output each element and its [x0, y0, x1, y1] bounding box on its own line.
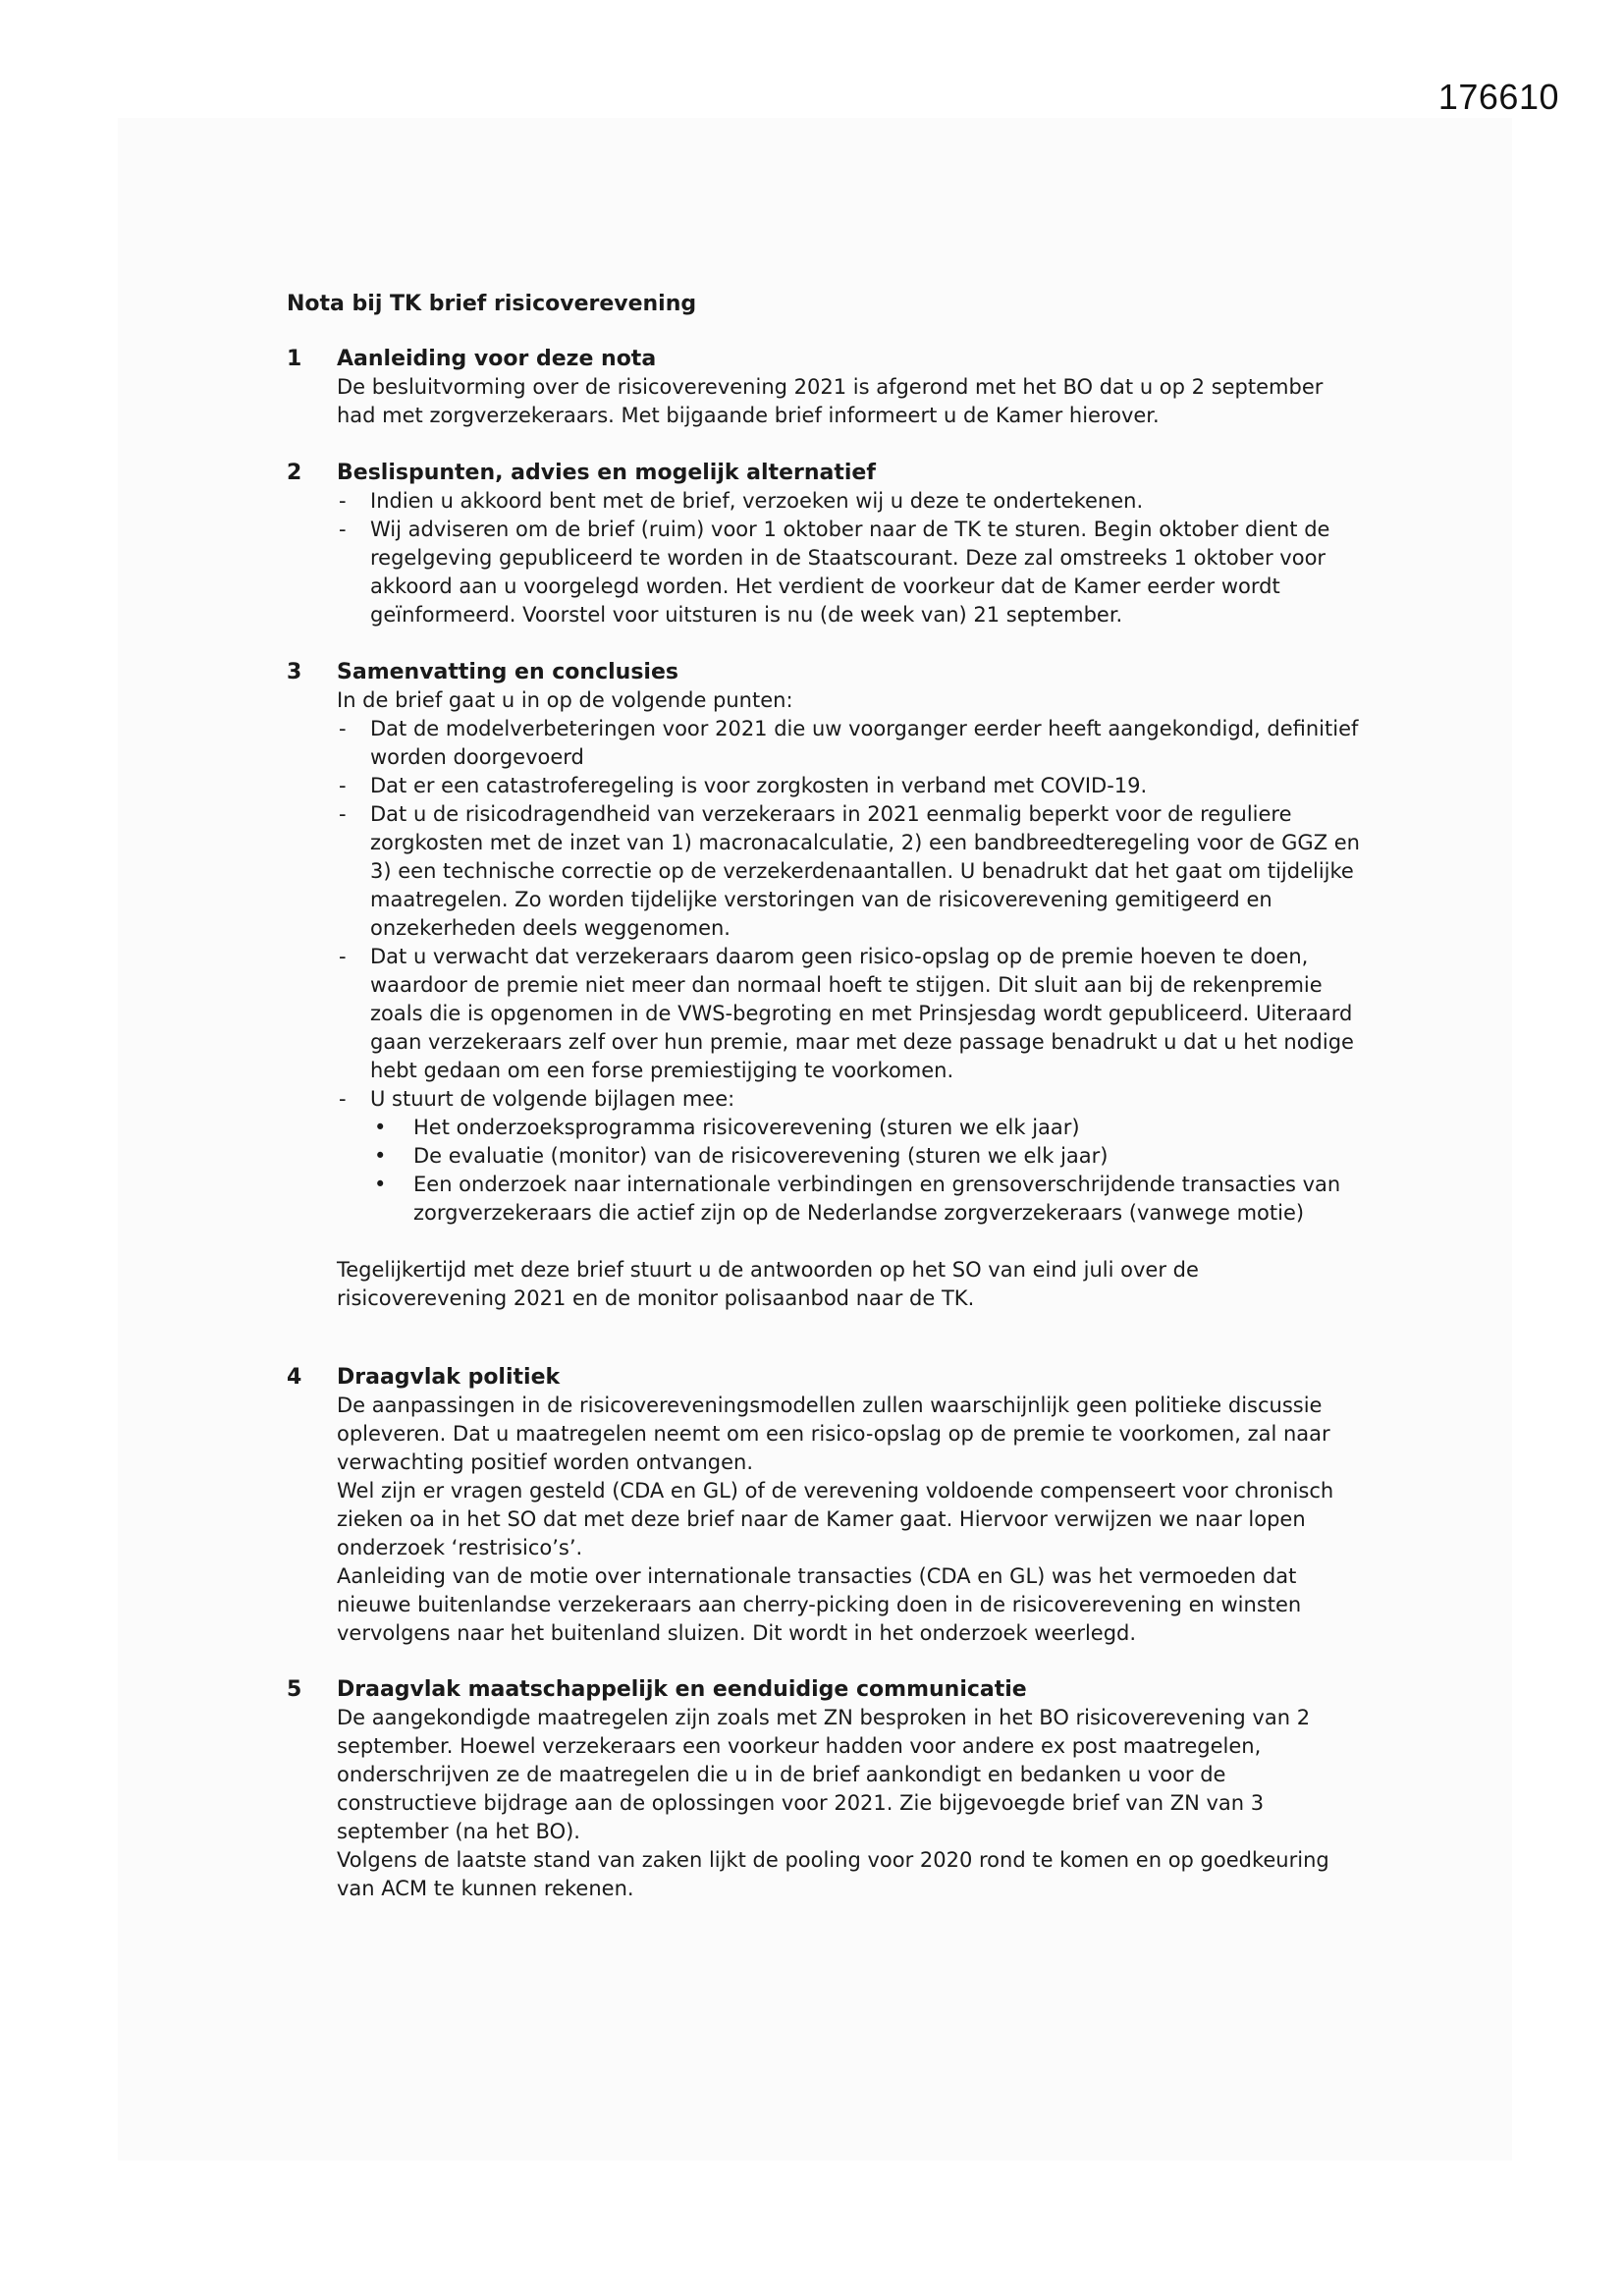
section-number: 3	[287, 660, 302, 684]
list-item: - Dat er een catastroferegeling is voor zorgkosten in verband met COVID-19.	[337, 772, 1367, 800]
document-number: 176610	[1437, 77, 1559, 117]
section-number: 4	[287, 1365, 302, 1390]
section-closing: Tegelijkertijd met deze brief stuurt u de antwoorden op het SO van eind juli over de risicoverevening 2021 en de monitor polisaanbod naar de TK.	[337, 1258, 1199, 1310]
attachment-item: • De evaluatie (monitor) van de risicoverevening (sturen we elk jaar)	[370, 1142, 1367, 1171]
list-item: - Dat u verwacht dat verzekeraars daarom geen risico-opslag op de premie hoeven te doen, waardoor de premie niet meer dan normaal hoeft te stijgen. Dit sluit aan bij de rekenpremie zoals die is opgenomen in de VWS-begroting en met Prinsjesdag wordt gepubliceerd. Uiteraard gaan verzekeraars zelf over hun premie, maar met deze passage benadrukt u dat u het nodige hebt gedaan om een forse premiestijging te voorkomen.	[337, 943, 1367, 1085]
section-1	[287, 345, 1367, 430]
list-item: - Dat de modelverbeteringen voor 2021 die uw voorganger eerder heeft aangekondigd, definitief worden doorgevoerd	[337, 715, 1367, 772]
section-paragraph: De aanpassingen in de risicovereveningsmodellen zullen waarschijnlijk geen politieke discussie opleveren. Dat u maatregelen neemt om een risico-opslag op de premie te voorkomen, zal naar verwachting positief worden ontvangen.	[337, 1394, 1330, 1474]
list-item	[337, 1085, 1367, 1228]
list-item: - Indien u akkoord bent met de brief, verzoeken wij u deze te ondertekenen.	[337, 487, 1367, 516]
section-5	[287, 1675, 1367, 1903]
section-paragraph: Aanleiding van de motie over internationale transacties (CDA en GL) was het vermoeden dat nieuwe buitenlandse verzekeraars aan cherry-picking doen in de risicoverevening en winsten vervolgens naar het buitenland sluizen. Dit wordt in het onderzoek weerlegd.	[337, 1564, 1302, 1645]
section-number: 1	[287, 347, 302, 371]
section-heading: Aanleiding voor deze nota	[337, 347, 657, 371]
section-heading: Draagvlak politiek	[337, 1365, 561, 1390]
section-number: 2	[287, 461, 302, 485]
section-3	[287, 658, 1367, 1313]
section-paragraph: Wel zijn er vragen gesteld (CDA en GL) of de verevening voldoende compenseert voor chronisch zieken oa in het SO dat met deze brief naar de Kamer gaat. Hiervoor verwijzen we naar lopen onderzoek ‘restrisico’s’.	[337, 1479, 1334, 1559]
spacer	[337, 1228, 1367, 1256]
list-item: - Dat u de risicodragendheid van verzekeraars in 2021 eenmalig beperkt voor de reguliere zorgkosten met de inzet van 1) macronacalculatie, 2) een bandbreedteregeling voor de GGZ en 3) een technische correctie op de verzekerdenaantallen. U benadrukt dat het gaat om tijdelijke maatregelen. Zo worden tijdelijke verstoringen van de risicoverevening gemitigeerd en onzekerheden deels weggenomen.	[337, 800, 1367, 943]
attachment-list	[370, 1114, 1367, 1228]
attachment-item: • Het onderzoeksprogramma risicoverevening (sturen we elk jaar)	[370, 1114, 1367, 1142]
section-heading: Beslispunten, advies en mogelijk alternatief	[337, 461, 876, 485]
section-paragraph: Volgens de laatste stand van zaken lijkt de pooling voor 2020 rond te komen en op goedkeuring van ACM te kunnen rekenen.	[337, 1848, 1329, 1900]
section-number: 5	[287, 1677, 302, 1702]
section-paragraph: De besluitvorming over de risicoverevening 2021 is afgerond met het BO dat u op 2 september had met zorgverzekeraars. Met bijgaande brief informeert u de Kamer hierover.	[337, 375, 1324, 427]
section-heading: Draagvlak maatschappelijk en eenduidige communicatie	[337, 1677, 1027, 1702]
attachment-item: • Een onderzoek naar internationale verbindingen en grensoverschrijdende transacties van zorgverzekeraars die actief zijn op de Nederlandse zorgverzekeraars (vanwege motie)	[370, 1171, 1367, 1228]
list-item-text: U stuurt de volgende bijlagen mee:	[370, 1087, 735, 1111]
decision-list	[337, 487, 1367, 629]
section-heading: Samenvatting en conclusies	[337, 660, 678, 684]
section-4	[287, 1363, 1367, 1648]
section-paragraph: De aangekondigde maatregelen zijn zoals met ZN besproken in het BO risicoverevening van 2 september. Hoewel verzekeraars een voorkeur hadden voor andere ex post maatregelen, onderschrijven ze de maatregelen die u in de brief aankondigt en bedanken u voor de constructieve bijdrage aan de oplossingen voor 2021. Zie bijgevoegde brief van ZN van 3 september (na het BO).	[337, 1706, 1311, 1843]
summary-list	[337, 715, 1367, 1228]
section-2	[287, 459, 1367, 629]
section-intro: In de brief gaat u in op de volgende punten:	[337, 688, 793, 712]
list-item: - Wij adviseren om de brief (ruim) voor 1 oktober naar de TK te sturen. Begin oktober dient de regelgeving gepubliceerd te worden in de Staatscourant. Deze zal omstreeks 1 oktober voor akkoord aan u voorgelegd worden. Het verdient de voorkeur dat de Kamer eerder wordt geïnformeerd. Voorstel voor uitsturen is nu (de week van) 21 september.	[337, 516, 1367, 629]
document-title: Nota bij TK brief risicoverevening	[287, 292, 697, 316]
